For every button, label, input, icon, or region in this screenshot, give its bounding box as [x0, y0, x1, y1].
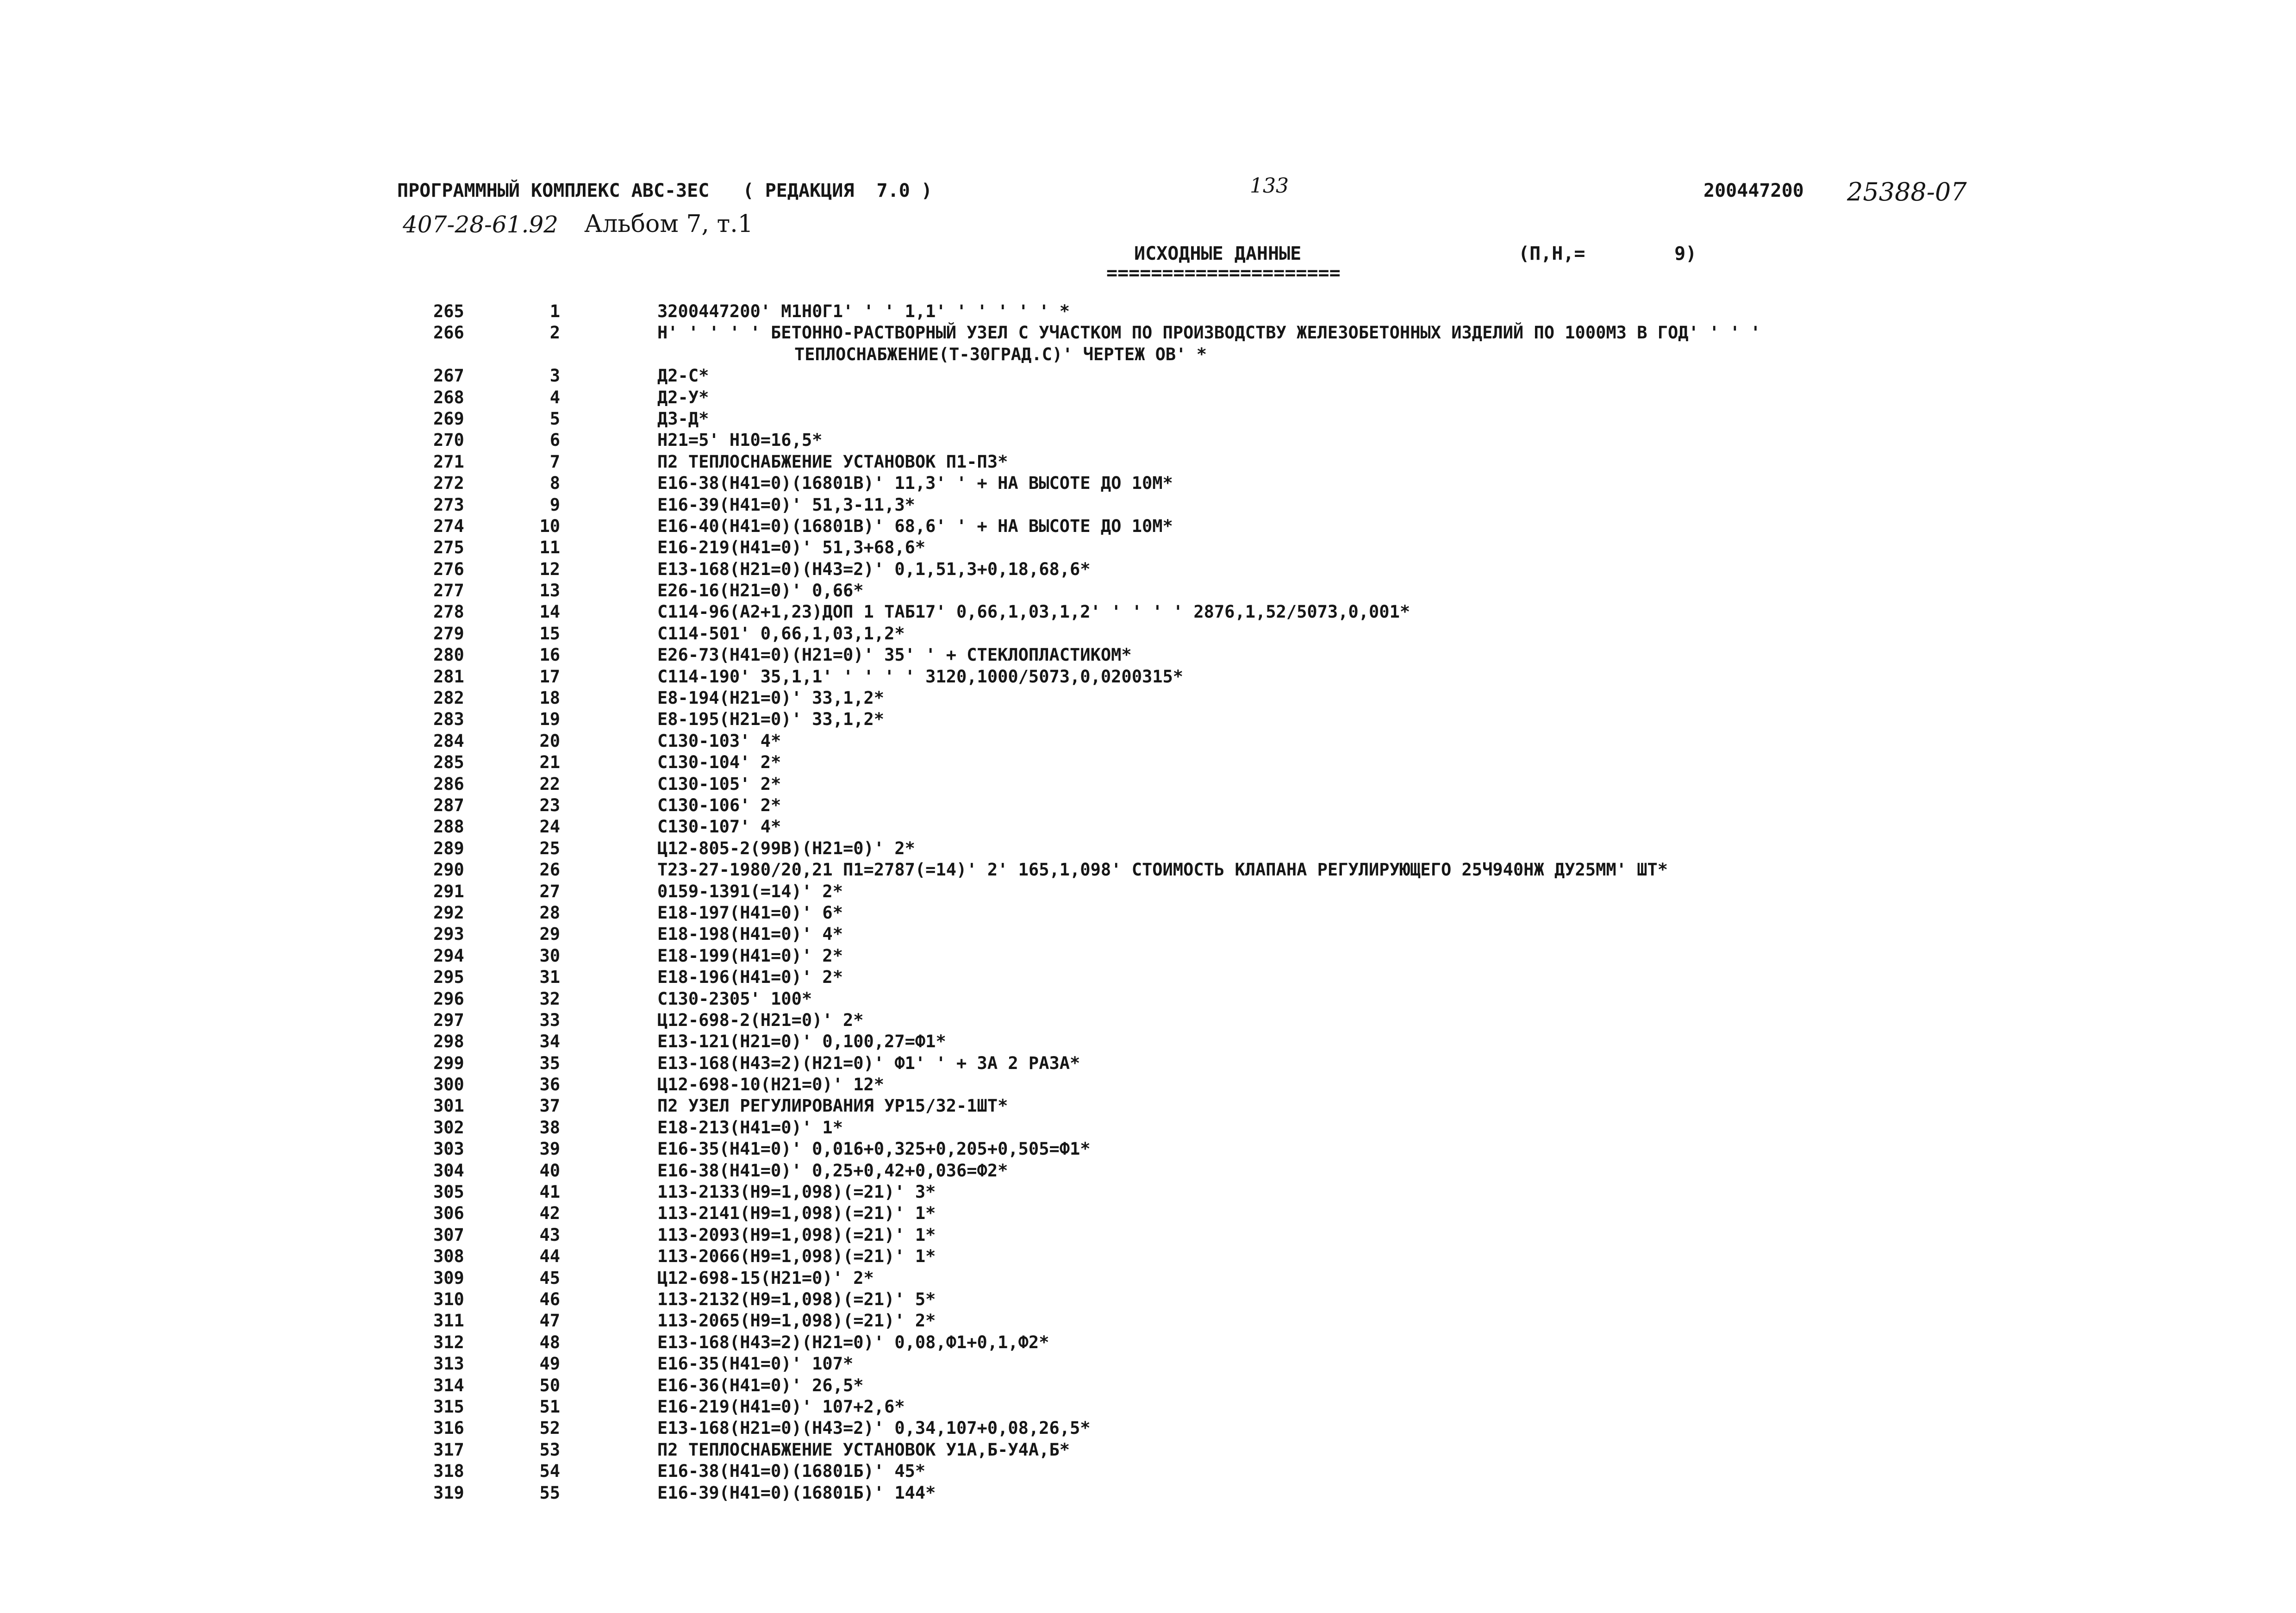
record-text: Е16-39(Н41=0)(16801Б)' 144*	[657, 1482, 936, 1503]
line-number: 285	[433, 752, 464, 773]
record-number: 42	[539, 1203, 560, 1224]
record-text: Е8-195(Н21=0)' 33,1,2*	[657, 709, 885, 730]
listing-row	[0, 709, 2296, 730]
record-text: Ц12-805-2(99В)(Н21=0)' 2*	[657, 838, 915, 858]
record-text: С130-105' 2*	[657, 774, 781, 794]
line-number: 282	[433, 688, 464, 708]
listing-row	[0, 1203, 2296, 1224]
listing-row	[0, 580, 2296, 601]
record-number: 26	[539, 860, 560, 880]
record-text: П2 УЗЕЛ РЕГУЛИРОВАНИЯ УР15/32-1ШТ*	[657, 1096, 1008, 1116]
line-number: 305	[433, 1182, 464, 1202]
record-number: 12	[539, 559, 560, 579]
listing-row	[0, 1010, 2296, 1031]
line-number: 271	[433, 451, 464, 472]
record-number: 27	[539, 881, 560, 901]
record-number: 8	[549, 473, 560, 494]
record-number: 3	[549, 366, 560, 386]
listing-row	[0, 301, 2296, 322]
record-number: 9	[549, 494, 560, 515]
record-text: С130-104' 2*	[657, 752, 781, 773]
record-number: 23	[539, 795, 560, 815]
listing-row	[0, 1117, 2296, 1138]
record-number: 31	[539, 967, 560, 988]
listing-row	[0, 408, 2296, 430]
line-number: 270	[433, 430, 464, 450]
record-number: 51	[539, 1396, 560, 1417]
record-text: С130-107' 4*	[657, 817, 781, 837]
record-number: 45	[539, 1268, 560, 1288]
record-text: Е13-168(Н21=0)(Н43=2)' 0,1,51,3+0,18,68,6*	[657, 559, 1091, 579]
record-number: 44	[539, 1246, 560, 1267]
record-number: 50	[539, 1375, 560, 1395]
record-text: С130-106' 2*	[657, 795, 781, 815]
listing-row	[0, 1074, 2296, 1095]
document-number: 25388-07	[1847, 177, 1967, 206]
line-number: 283	[433, 709, 464, 730]
listing-row	[0, 945, 2296, 967]
record-number: 19	[539, 709, 560, 730]
record-text: 113-2066(Н9=1,098)(=21)' 1*	[657, 1246, 936, 1267]
line-number: 313	[433, 1354, 464, 1374]
record-text: Е16-35(Н41=0)' 107*	[657, 1354, 854, 1374]
listing-row	[0, 967, 2296, 988]
line-number: 295	[433, 967, 464, 988]
listing-row	[0, 774, 2296, 795]
record-number: 30	[539, 945, 560, 966]
line-number: 296	[433, 988, 464, 1009]
record-number: 33	[539, 1010, 560, 1030]
listing-row	[0, 1031, 2296, 1052]
record-number: 4	[549, 387, 560, 407]
listing-row	[0, 1053, 2296, 1074]
line-number: 284	[433, 731, 464, 751]
listing-row	[0, 1482, 2296, 1504]
line-number: 291	[433, 881, 464, 901]
listing-row	[0, 1138, 2296, 1160]
listing-row	[0, 902, 2296, 924]
record-text: 3200447200' М1Н0Г1' ' ' 1,1' ' ' ' ' ' *	[657, 301, 1070, 321]
listing-row	[0, 988, 2296, 1010]
line-number: 266	[433, 323, 464, 343]
line-number: 308	[433, 1246, 464, 1267]
record-number: 54	[539, 1461, 560, 1482]
record-text: Ц12-698-2(Н21=0)' 2*	[657, 1010, 864, 1030]
record-text-continuation: ТЕПЛОСНАБЖЕНИЕ(Т-30ГРАД.С)' ЧЕРТЕЖ ОВ' *	[794, 344, 1207, 364]
line-number: 315	[433, 1396, 464, 1417]
record-text: Е16-38(Н41=0)(16801Б)' 45*	[657, 1461, 926, 1482]
listing-row	[0, 601, 2296, 623]
record-text: Е18-198(Н41=0)' 4*	[657, 924, 843, 944]
line-number: 304	[433, 1160, 464, 1181]
line-number: 276	[433, 559, 464, 579]
record-number: 24	[539, 817, 560, 837]
record-number: 48	[539, 1332, 560, 1352]
record-number: 41	[539, 1182, 560, 1202]
record-text: Е16-39(Н41=0)' 51,3-11,3*	[657, 494, 915, 515]
line-number: 303	[433, 1139, 464, 1159]
record-number: 28	[539, 902, 560, 923]
listing-row	[0, 1160, 2296, 1182]
listing-row	[0, 795, 2296, 816]
line-number: 281	[433, 666, 464, 687]
line-number: 280	[433, 645, 464, 665]
record-text: Е16-40(Н41=0)(16801В)' 68,6' ' + НА ВЫСОТЕ ДО 10М*	[657, 516, 1173, 536]
listing-row	[0, 731, 2296, 752]
listing-row	[0, 666, 2296, 688]
record-text: Е26-73(Н41=0)(Н21=0)' 35' ' + СТЕКЛОПЛАСТИКОМ*	[657, 645, 1132, 665]
record-number: 2	[549, 323, 560, 343]
listing-row	[0, 1289, 2296, 1310]
listing-row	[0, 752, 2296, 773]
record-text: 113-2133(Н9=1,098)(=21)' 3*	[657, 1182, 936, 1202]
line-number: 302	[433, 1117, 464, 1138]
listing-row	[0, 537, 2296, 558]
record-text: С114-501' 0,66,1,03,1,2*	[657, 623, 905, 644]
line-number: 268	[433, 387, 464, 407]
listing-row	[0, 1439, 2296, 1461]
line-number: 299	[433, 1053, 464, 1073]
record-text: П2 ТЕПЛОСНАБЖЕНИЕ УСТАНОВОК П1-П3*	[657, 451, 1008, 472]
line-number: 300	[433, 1075, 464, 1095]
record-text: П2 ТЕПЛОСНАБЖЕНИЕ УСТАНОВОК У1А,Б-У4А,Б*	[657, 1439, 1070, 1460]
record-text: Е16-219(Н41=0)' 107+2,6*	[657, 1396, 905, 1417]
record-text: С114-190' 35,1,1' ' ' ' ' 3120,1000/5073,0,0200315*	[657, 666, 1184, 687]
listing-row	[0, 1182, 2296, 1203]
listing-row	[0, 494, 2296, 516]
record-number: 7	[549, 451, 560, 472]
listing-row	[0, 559, 2296, 580]
listing-row	[0, 473, 2296, 494]
listing-row	[0, 1225, 2296, 1246]
listing-row	[0, 1310, 2296, 1332]
record-number: 15	[539, 623, 560, 644]
record-text: Е13-121(Н21=0)' 0,100,27=Ф1*	[657, 1032, 946, 1052]
listing-row	[0, 516, 2296, 537]
record-number: 46	[539, 1289, 560, 1309]
listing-row	[0, 1332, 2296, 1353]
line-number: 309	[433, 1268, 464, 1288]
record-text: 113-2093(Н9=1,098)(=21)' 1*	[657, 1225, 936, 1245]
record-text: Е13-168(Н43=2)(Н21=0)' Ф1' ' + ЗА 2 РАЗА*	[657, 1053, 1080, 1073]
record-text: Е13-168(Н21=0)(Н43=2)' 0,34,107+0,08,26,5*	[657, 1418, 1091, 1438]
line-number: 275	[433, 538, 464, 558]
listing-row	[0, 623, 2296, 644]
line-number: 310	[433, 1289, 464, 1309]
listing-row	[0, 881, 2296, 902]
line-number: 316	[433, 1418, 464, 1438]
record-number: 22	[539, 774, 560, 794]
listing-row	[0, 1396, 2296, 1418]
record-text: С130-2305' 100*	[657, 988, 812, 1009]
line-number: 267	[433, 366, 464, 386]
line-number: 286	[433, 774, 464, 794]
line-number: 307	[433, 1225, 464, 1245]
record-number: 39	[539, 1139, 560, 1159]
line-number: 274	[433, 516, 464, 536]
listing-row	[0, 838, 2296, 859]
listing-row	[0, 1095, 2296, 1117]
record-number: 34	[539, 1032, 560, 1052]
line-number: 311	[433, 1311, 464, 1331]
record-number: 25	[539, 838, 560, 858]
line-number: 298	[433, 1032, 464, 1052]
listing-row	[0, 322, 2296, 365]
line-number: 297	[433, 1010, 464, 1030]
record-number: 14	[539, 602, 560, 622]
record-number: 13	[539, 581, 560, 601]
record-text: Д3-Д*	[657, 408, 709, 429]
record-number: 52	[539, 1418, 560, 1438]
record-number: 6	[549, 430, 560, 450]
line-number: 272	[433, 473, 464, 494]
listing-row	[0, 1461, 2296, 1482]
record-text: Н' ' ' ' ' БЕТОННО-РАСТВОРНЫЙ УЗЕЛ С УЧАСТКОМ ПО ПРОИЗВОДСТВУ ЖЕЛЕЗОБЕТОННЫХ ИЗДЕЛИЙ ПО 1000М3 В ГОД' ' ' '	[657, 323, 1761, 343]
line-number: 269	[433, 408, 464, 429]
record-text: Д2-С*	[657, 366, 709, 386]
record-number: 10	[539, 516, 560, 536]
section-underline: =====================	[1106, 263, 1341, 284]
data-listing	[0, 301, 2296, 1504]
record-number: 16	[539, 645, 560, 665]
record-text: Е16-38(Н41=0)(16801В)' 11,3' ' + НА ВЫСОТЕ ДО 10М*	[657, 473, 1173, 494]
listing-row	[0, 1418, 2296, 1439]
record-text: Е16-36(Н41=0)' 26,5*	[657, 1375, 864, 1395]
record-number: 21	[539, 752, 560, 773]
record-number: 5	[549, 408, 560, 429]
record-number: 55	[539, 1482, 560, 1503]
line-number: 292	[433, 902, 464, 923]
listing-row	[0, 1268, 2296, 1289]
record-text: Н21=5' Н10=16,5*	[657, 430, 823, 450]
line-number: 287	[433, 795, 464, 815]
object-code: 200447200	[1703, 180, 1804, 201]
record-text: 113-2065(Н9=1,098)(=21)' 2*	[657, 1311, 936, 1331]
record-text: 0159-1391(=14)' 2*	[657, 881, 843, 901]
record-text: Е16-35(Н41=0)' 0,016+0,325+0,205+0,505=Ф1*	[657, 1139, 1091, 1159]
listing-row	[0, 1246, 2296, 1267]
line-number: 279	[433, 623, 464, 644]
record-number: 40	[539, 1160, 560, 1181]
record-number: 35	[539, 1053, 560, 1073]
line-number: 273	[433, 494, 464, 515]
line-number: 312	[433, 1332, 464, 1352]
record-number: 47	[539, 1311, 560, 1331]
line-number: 319	[433, 1482, 464, 1503]
line-number: 288	[433, 817, 464, 837]
listing-row	[0, 387, 2296, 408]
record-text: Е13-168(Н43=2)(Н21=0)' 0,08,Ф1+0,1,Ф2*	[657, 1332, 1049, 1352]
line-number: 301	[433, 1096, 464, 1116]
record-text: С114-96(А2+1,23)ДОП 1 ТАБ17' 0,66,1,03,1,2' ' ' ' ' 2876,1,52/5073,0,001*	[657, 602, 1410, 622]
listing-row	[0, 859, 2296, 881]
record-text: Ц12-698-10(Н21=0)' 12*	[657, 1075, 885, 1095]
record-number: 17	[539, 666, 560, 687]
line-number: 278	[433, 602, 464, 622]
record-text: Е18-197(Н41=0)' 6*	[657, 902, 843, 923]
listing-row	[0, 688, 2296, 709]
record-text: Ц12-698-15(Н21=0)' 2*	[657, 1268, 874, 1288]
line-number: 290	[433, 860, 464, 880]
line-number: 277	[433, 581, 464, 601]
record-text: Е8-194(Н21=0)' 33,1,2*	[657, 688, 885, 708]
record-number: 32	[539, 988, 560, 1009]
line-number: 306	[433, 1203, 464, 1224]
record-text: Е18-199(Н41=0)' 2*	[657, 945, 843, 966]
record-number: 49	[539, 1354, 560, 1374]
page-number: 133	[1250, 174, 1289, 198]
record-number: 18	[539, 688, 560, 708]
record-number: 29	[539, 924, 560, 944]
listing-row	[0, 451, 2296, 473]
record-number: 20	[539, 731, 560, 751]
listing-row	[0, 816, 2296, 838]
record-text: Е16-219(Н41=0)' 51,3+68,6*	[657, 538, 926, 558]
record-text: Е18-213(Н41=0)' 1*	[657, 1117, 843, 1138]
record-number: 11	[539, 538, 560, 558]
line-number: 289	[433, 838, 464, 858]
line-number: 294	[433, 945, 464, 966]
record-number: 38	[539, 1117, 560, 1138]
listing-row	[0, 1375, 2296, 1396]
program-title: ПРОГРАММНЫЙ КОМПЛЕКС АВС-3ЕС ( РЕДАКЦИЯ 7.0 )	[397, 180, 932, 201]
listing-row	[0, 644, 2296, 666]
listing-row	[0, 1353, 2296, 1375]
section-title: ИСХОДНЫЕ ДАННЫЕ	[1134, 243, 1302, 264]
album-code: 407-28-61.92	[403, 211, 558, 238]
line-number: 317	[433, 1439, 464, 1460]
record-text: С130-103' 4*	[657, 731, 781, 751]
record-text: Е26-16(Н21=0)' 0,66*	[657, 581, 864, 601]
line-number: 314	[433, 1375, 464, 1395]
listing-row	[0, 430, 2296, 451]
record-number: 37	[539, 1096, 560, 1116]
listing-row	[0, 924, 2296, 945]
record-text: 113-2132(Н9=1,098)(=21)' 5*	[657, 1289, 936, 1309]
record-text: Е16-38(Н41=0)' 0,25+0,42+0,036=Ф2*	[657, 1160, 1008, 1181]
record-number: 1	[549, 301, 560, 321]
section-params: (П,Н,= 9)	[1518, 243, 1697, 264]
record-number: 36	[539, 1075, 560, 1095]
line-number: 293	[433, 924, 464, 944]
line-number: 265	[433, 301, 464, 321]
record-number: 53	[539, 1439, 560, 1460]
album-label: Альбом 7, т.1	[584, 210, 753, 238]
record-number: 43	[539, 1225, 560, 1245]
listing-row	[0, 365, 2296, 387]
record-text: Т23-27-1980/20,21 П1=2787(=14)' 2' 165,1,098' СТОИМОСТЬ КЛАПАНА РЕГУЛИРУЮЩЕГО 25Ч940НЖ ДУ25ММ' ШТ*	[657, 860, 1668, 880]
record-text: 113-2141(Н9=1,098)(=21)' 1*	[657, 1203, 936, 1224]
record-text: Д2-У*	[657, 387, 709, 407]
record-text: Е18-196(Н41=0)' 2*	[657, 967, 843, 988]
line-number: 318	[433, 1461, 464, 1482]
